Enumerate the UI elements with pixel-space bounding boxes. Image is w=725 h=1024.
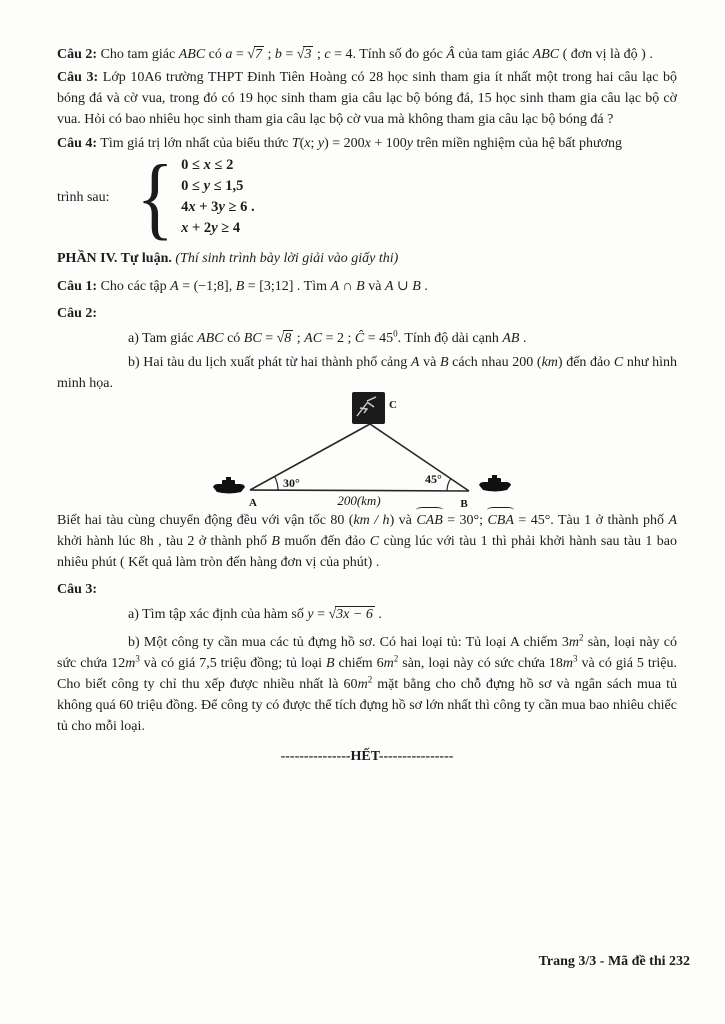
island-icon (352, 392, 385, 424)
angle-arc-a (275, 477, 279, 491)
text-run: ---------------- (378, 749, 454, 764)
part4-question-2a (57, 328, 677, 349)
text-run: ∩ (339, 279, 357, 294)
text-run: ≥ 4 (217, 220, 241, 236)
text-run: ; (263, 47, 275, 62)
text-run: B (235, 279, 245, 294)
text-run: và (364, 279, 385, 294)
end-of-exam-marker (57, 746, 677, 767)
text-run: = (281, 47, 297, 62)
text-run: (Thí sinh trình bày lời giải vào giấy thi) (175, 251, 399, 266)
text-run: . (420, 279, 428, 294)
text-run: ) và (389, 513, 417, 528)
text-run: và (419, 355, 440, 370)
text-run: + 3 (195, 199, 219, 215)
part4-header (57, 248, 677, 269)
text-run: trên miền nghiệm của hệ bất phương (413, 136, 623, 151)
text-run: x (364, 136, 371, 151)
text-run: A (668, 513, 677, 528)
text-run: sàn, loại này có sức chứa 18 (398, 656, 563, 671)
ship-icon-b (479, 475, 511, 492)
text-run: mặt bằng cho chỗ đựng hồ sơ và ngân sách mua tủ không quá 60 triệu đồng. Để công ty có được thể tích đựng hồ sơ lớn nhất thì công ty cần mua bao nhiêu chiếc tủ cho mỗi loại. (57, 677, 677, 734)
text-run: muốn đến đảo (279, 534, 370, 549)
part4-question-2-label: Câu 2: (57, 306, 98, 321)
text-run: 0 (393, 328, 398, 339)
ship-icon-a (213, 477, 245, 494)
text-run: m (357, 677, 368, 692)
text-run: và có giá 5 triệu. Cho biết công ty chỉ thu xếp được nhiều nhất là 60 (57, 656, 677, 692)
text-run: ABC (178, 47, 206, 62)
text-run: + 100 (370, 136, 407, 151)
text-run: . (519, 331, 527, 346)
text-run: . (247, 199, 255, 215)
base-length-label: 200(km) (337, 493, 381, 508)
angle-arc-b (447, 479, 451, 491)
text-run: Câu 4: (57, 136, 98, 151)
text-run: chiếm 6 (334, 656, 384, 671)
curly-brace: { (136, 146, 174, 248)
text-run: HẾT (350, 749, 379, 764)
text-run: x (181, 220, 189, 236)
text-run: CAB (416, 510, 442, 531)
text-run: Ĉ (354, 331, 365, 346)
text-run: A (384, 279, 394, 294)
text-run: AC (304, 331, 323, 346)
text-run: ABC (532, 47, 560, 62)
text-run: B (412, 279, 421, 294)
text-run: = 4. Tính số đo góc (330, 47, 447, 62)
text-run: A (170, 279, 179, 294)
text-run: 2 (367, 674, 373, 685)
page-footer: Trang 3/3 - Mã đề thi 232 (538, 954, 690, 969)
text-run: . (374, 607, 382, 622)
text-run: C (369, 534, 380, 549)
text-run: m (562, 656, 573, 671)
text-run: + 2 (188, 220, 212, 236)
vertex-a-label: A (249, 497, 257, 508)
inequality-3 (181, 197, 254, 218)
text-run: ) = 200 (324, 136, 365, 151)
text-run: CBA (487, 510, 513, 531)
part4-question-2b-note (57, 510, 677, 573)
text-run: x (203, 157, 211, 173)
part3-question-2 (57, 44, 677, 65)
text-run: km (541, 355, 558, 370)
text-run: ≥ 6 (224, 199, 248, 215)
text-run: 3 (135, 653, 140, 664)
text-run: có (223, 331, 244, 346)
text-run: A (410, 355, 420, 370)
inequality-2 (181, 176, 254, 197)
inequality-4 (181, 218, 254, 239)
text-run: a) Tam giác (128, 331, 198, 346)
text-run: b (274, 47, 282, 62)
text-run: ; (293, 331, 305, 346)
part3-question-3 (57, 67, 677, 130)
text-run: b) Một công ty cần mua các tủ đựng hồ sơ. Có hai loại tủ: Tủ loại A chiếm 3 (128, 635, 569, 650)
vertex-c-label: C (389, 399, 397, 411)
text-run: Câu 3: (57, 70, 99, 85)
text-run: √3 (296, 47, 312, 62)
text-run: y (317, 136, 325, 151)
text-run: km / h (353, 513, 390, 528)
text-run: y (203, 178, 211, 194)
text-run: --------------- (280, 749, 351, 764)
vertex-b-label: B (460, 498, 468, 508)
text-run: = 30°; (442, 513, 488, 528)
text-run: x (304, 136, 311, 151)
text-run: x (188, 199, 196, 215)
text-run: ( đơn vị là độ ) . (559, 47, 653, 62)
text-run: b) Hai tàu du lịch xuất phát từ hai thành phố cảng (128, 355, 411, 370)
text-run: y (406, 136, 414, 151)
part4-question-3a (57, 604, 677, 625)
text-run: 4 (181, 199, 189, 215)
text-run: a) Tìm tập xác định của hàm số (128, 607, 308, 622)
text-run: Cho tam giác (97, 47, 179, 62)
text-run: y (307, 607, 314, 622)
inequality-lines (181, 155, 254, 239)
text-run: 2 (578, 632, 584, 643)
text-run: AB (502, 331, 520, 346)
text-run: ; (310, 136, 318, 151)
text-run: c (324, 47, 331, 62)
text-run: m (568, 635, 579, 650)
text-run: có (205, 47, 226, 62)
text-run: . Tính độ dài cạnh (397, 331, 503, 346)
text-run: Cho các tập (97, 279, 171, 294)
text-run: = 45 (364, 331, 394, 346)
text-run: = [3;12] . Tìm (244, 279, 331, 294)
text-run: √8 (276, 331, 292, 346)
text-run: = (261, 331, 277, 346)
system-intro-label: trình sau: (57, 189, 110, 205)
text-run: y (218, 199, 225, 215)
text-run: a (225, 47, 233, 62)
part4-question-1 (57, 276, 677, 297)
text-run: m (125, 656, 136, 671)
text-run: BC (243, 331, 262, 346)
text-run: A (330, 279, 340, 294)
text-run: sàn, loại này có sức chứa 12 (57, 635, 677, 671)
text-run: C (613, 355, 624, 370)
text-run: như hình minh họa. (57, 355, 677, 391)
text-run: và có giá 7,5 triệu đồng; tủ loại (139, 656, 326, 671)
text-run: Câu 2: (57, 47, 98, 62)
text-run: ∪ (393, 279, 413, 294)
text-run: B (356, 279, 365, 294)
text-run: = (313, 607, 329, 622)
text-run: của tam giác (454, 47, 533, 62)
text-run: PHẦN IV. Tự luận. (57, 251, 176, 266)
text-run: B (325, 656, 335, 671)
text-run: m (383, 656, 394, 671)
text-run: Câu 1: (57, 279, 98, 294)
text-run: = (232, 47, 248, 62)
part4-question-3b (57, 632, 677, 737)
part4-question-2b (57, 352, 677, 394)
inequality-system (57, 146, 677, 248)
text-run: cách nhau 200 ( (448, 355, 542, 370)
text-run: Biết hai tàu cùng chuyển động đều với vận tốc 80 ( (57, 513, 354, 528)
text-run: Lớp 10A6 trường THPT Đinh Tiên Hoàng có 28 học sinh tham gia ít nhất một trong hai câu lạc bộ bóng đá và cờ vua, trong đó có 19 học sinh tham gia câu lạc bộ bóng đá, 15 học sinh tham gia câu lạc bộ cờ vua. Hỏi có bao nhiêu học sinh tham gia câu lạc bộ cờ vua mà không tham gia câu lạc bộ bóng đá ? (57, 70, 678, 127)
text-run: T (291, 136, 300, 151)
text-run: y (211, 220, 218, 236)
angle-a-label: 30° (283, 476, 300, 490)
inequality-1 (181, 155, 254, 176)
text-run: ; (313, 47, 325, 62)
text-run: ( (299, 136, 305, 151)
text-run: 3 (573, 653, 578, 664)
text-run: 0 ≤ (181, 178, 204, 194)
text-run: ABC (197, 331, 224, 346)
text-run: = 2 ; (322, 331, 355, 346)
triangle-diagram (57, 390, 677, 508)
text-run: 0 ≤ (181, 157, 204, 173)
text-run: Tìm giá trị lớn nhất của biểu thức (97, 136, 292, 151)
text-run: = 45°. Tàu 1 ở thành phố (513, 513, 669, 528)
text-run: B (271, 534, 280, 549)
island-photo-box (352, 392, 385, 424)
text-run: √7 (247, 47, 262, 62)
text-run: √3x − 6 (328, 607, 373, 622)
text-run: Â (446, 47, 455, 62)
text-run: 2 (393, 653, 399, 664)
text-run: khởi hành lúc 8h , tàu 2 ở thành phố (57, 534, 272, 549)
part4-question-3-label: Câu 3: (57, 582, 98, 597)
text-run: ) đến đảo (557, 355, 614, 370)
text-run: B (439, 355, 449, 370)
text-run: cùng lúc với tàu 1 thì phải khởi hành sau tàu 1 bao nhiêu phút ( Kết quả làm tròn đến hàng đơn vị của phút) . (57, 534, 677, 570)
angle-b-label: 45° (425, 472, 442, 486)
text-run: ≤ 1,5 (210, 178, 244, 194)
text-run: ≤ 2 (210, 157, 234, 173)
text-run: = (−1;8], (178, 279, 236, 294)
